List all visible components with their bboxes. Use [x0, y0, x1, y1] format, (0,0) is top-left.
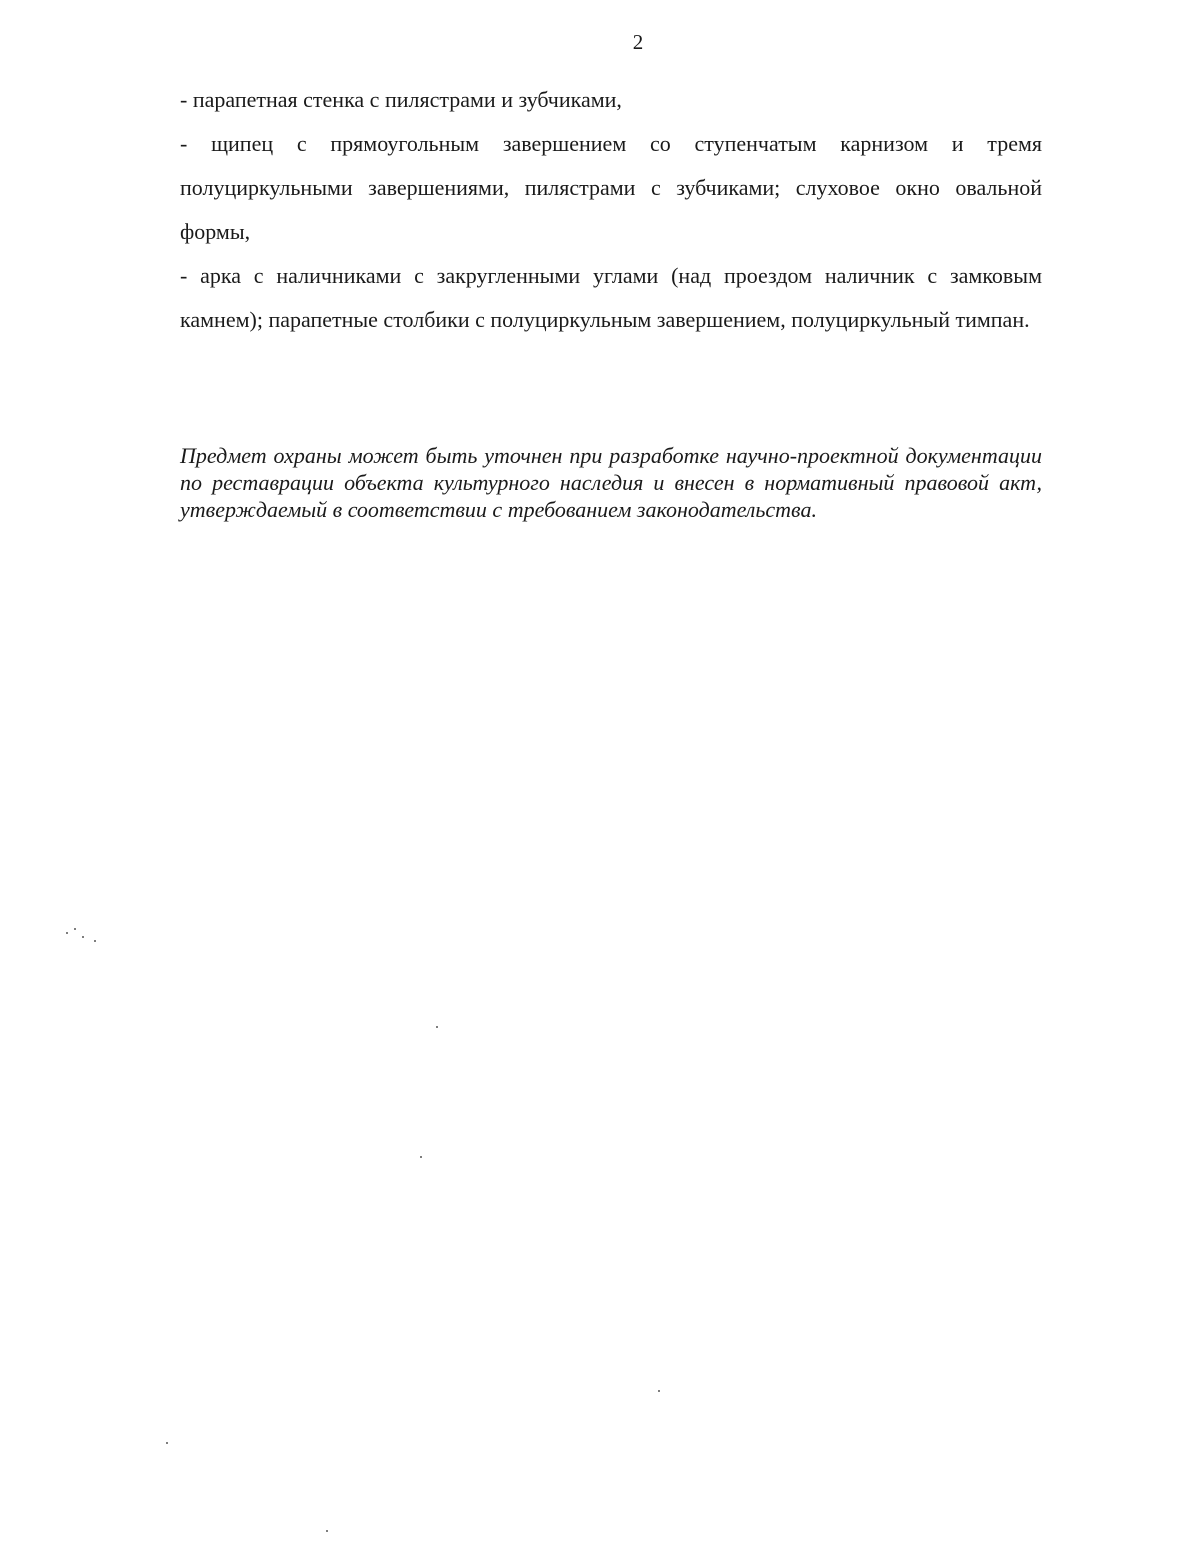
scan-speck	[166, 1442, 168, 1444]
list-item: - щипец с прямоугольным завершением со ступенчатым карнизом и тремя полуциркульными завершениями, пилястрами с зубчиками; слуховое окно овальной формы,	[180, 131, 1042, 244]
protected-items-list	[180, 78, 1042, 342]
scan-speck	[436, 1026, 438, 1028]
page-number: 2	[632, 30, 644, 54]
scan-speck	[658, 1390, 660, 1392]
scan-speck	[74, 928, 76, 930]
scan-speck	[82, 936, 84, 938]
scan-speck	[94, 940, 96, 942]
scan-speck	[326, 1530, 328, 1532]
list-item: - арка с наличниками с закругленными углами (над проездом наличник с замковым камнем); парапетные столбики с полуциркульным завершением, полуциркульный тимпан.	[180, 263, 1042, 332]
scan-speck	[66, 932, 68, 934]
scan-speck	[420, 1156, 422, 1158]
italic-note: Предмет охраны может быть уточнен при разработке научно-проектной документации по реставрации объекта культурного наследия и внесен в нормативный правовой акт, утверждаемый в соответствии с требованием законодательства.	[180, 443, 1042, 522]
list-item: - парапетная стенка с пилястрами и зубчиками,	[180, 87, 622, 112]
